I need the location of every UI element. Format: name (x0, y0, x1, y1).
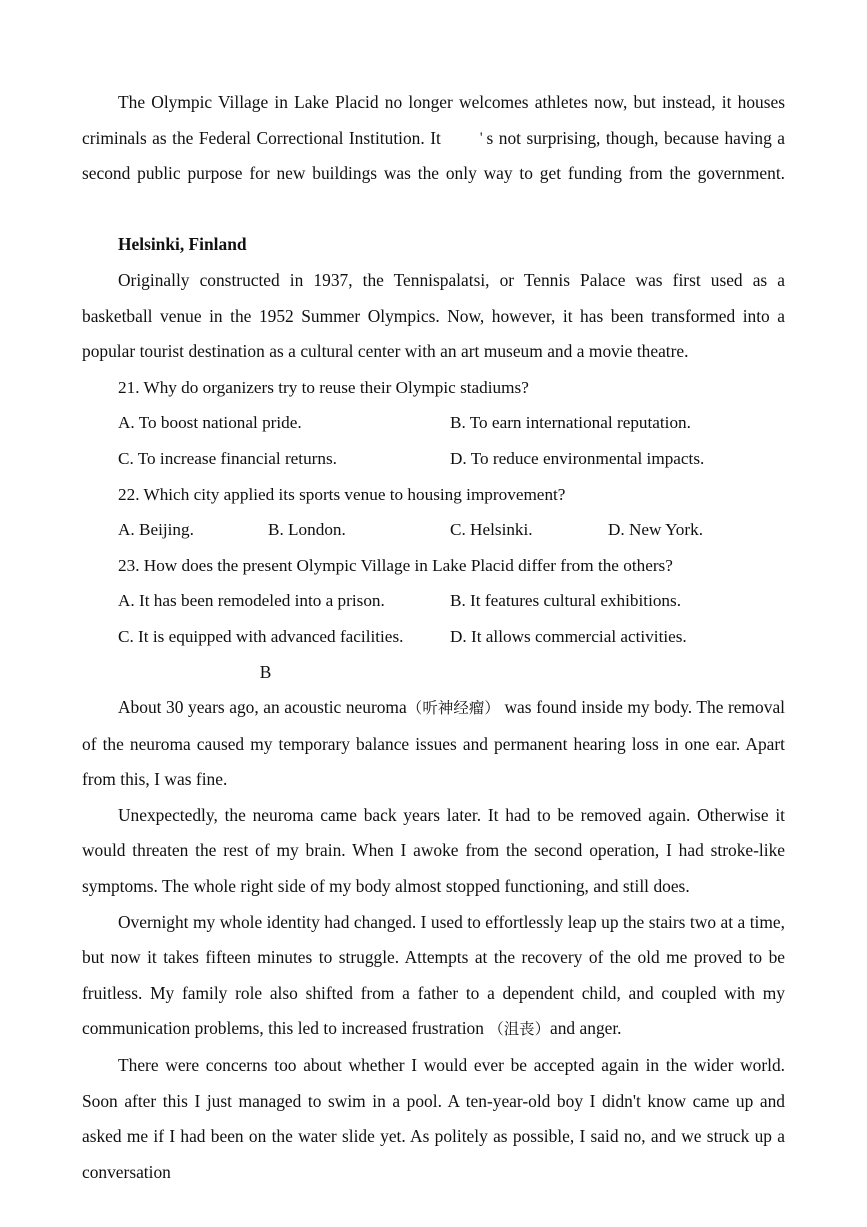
passage-b-paragraph-1-part1: About 30 years ago, an acoustic neuroma (118, 697, 407, 718)
paragraph-lake-placid-text-part1: The Olympic Village in Lake Placid no longer welcomes athletes now, but instead, it houses criminals as the Federal Correctional Institution. It (82, 92, 785, 148)
question-22-stem: 22. Which city applied its sports venue to housing improvement? (118, 484, 566, 504)
question-23-option-b[interactable]: B. It features cultural exhibitions. (450, 591, 682, 611)
paragraph-helsinki: Originally constructed in 1937, the Tennispalatsi, or Tennis Palace was first used as a basketball venue in the 1952 Summer Olympics. Now, however, it has been transformed into a popular tourist destination as a cultural center with an art museum and a movie theatre. (82, 269, 785, 362)
question-21-option-b[interactable]: B. To earn international reputation. (450, 413, 691, 433)
question-23-options-row-2 (82, 619, 785, 655)
passage-b-paragraph-3 (82, 905, 785, 1048)
passage-b-paragraph-3-part1: Overnight my whole identity had changed. I used to effortlessly leap up the stairs two at a time, but now it takes fifteen minutes to struggle. Attempts at the recovery of the old me proved to be fruitless. My family role also shifted from a father to a dependent child, and coupled with my communication problems, this led to increased frustration (82, 911, 785, 1039)
question-22-option-b[interactable]: B. London. (268, 520, 346, 540)
passage-b-paragraph-1 (82, 690, 785, 798)
passage-b-paragraph-1-part2: was found inside my body. The removal of the neuroma caused my temporary balance issues and permanent hearing loss in one ear. Apart from this, I was fine. (82, 697, 785, 790)
question-22-option-d[interactable]: D. New York. (608, 520, 704, 540)
question-21-option-c[interactable]: C. To increase financial returns. (118, 448, 337, 468)
question-22-option-c[interactable]: C. Helsinki. (450, 520, 533, 540)
question-21-stem: 21. Why do organizers try to reuse their Olympic stadiums? (118, 377, 529, 397)
paragraph-lake-placid (82, 85, 785, 227)
passage-b-paragraph-4: There were concerns too about whether I would ever be accepted again in the wider world. Soon after this I just managed to swim in a pool. A ten-year-old boy I didn't know came up and asked me if I had been on the water slide yet. As politely as possible, I said no, and we struck up a conversation (82, 1055, 785, 1182)
passage-b-gloss-frustration-chinese: （沮丧） (488, 1020, 550, 1039)
question-23-option-d[interactable]: D. It allows commercial activities. (450, 626, 687, 646)
subheading-helsinki: Helsinki, Finland (118, 234, 247, 255)
question-21-options-row-2 (82, 441, 785, 477)
question-22-options-row-1 (82, 512, 785, 548)
page-content (82, 85, 785, 1226)
question-21-option-d[interactable]: D. To reduce environmental impacts. (450, 448, 705, 468)
question-22-option-a[interactable]: A. Beijing. (118, 520, 194, 540)
apostrophe-glyph: ' (479, 129, 483, 146)
question-23-options-row-1 (82, 583, 785, 619)
passage-b-paragraph-2: Unexpectedly, the neuroma came back years later. It had to be removed again. Otherwise it would threaten the rest of my brain. When I awoke from the second operation, I had stroke-like symptoms. The whole right side of my body almost stopped functioning, and still does. (82, 804, 785, 897)
question-23-option-c[interactable]: C. It is equipped with advanced facilities. (118, 626, 404, 646)
passage-b-paragraph-3-part2: and anger. (549, 1018, 622, 1039)
paragraph-lake-placid-text-part2: s not surprising, though, because having a second public purpose for new buildings was the only way to get funding from the government. (82, 127, 786, 184)
question-23-option-a[interactable]: A. It has been remodeled into a prison. (118, 591, 385, 611)
question-23-stem: 23. How does the present Olympic Village in Lake Placid differ from the others? (118, 555, 673, 575)
passage-b-gloss-neuroma-chinese: （听神经瘤） (406, 699, 500, 718)
section-marker-b: B (259, 661, 272, 682)
question-21-option-a[interactable]: A. To boost national pride. (118, 413, 302, 433)
question-21-options-row-1 (82, 405, 785, 441)
